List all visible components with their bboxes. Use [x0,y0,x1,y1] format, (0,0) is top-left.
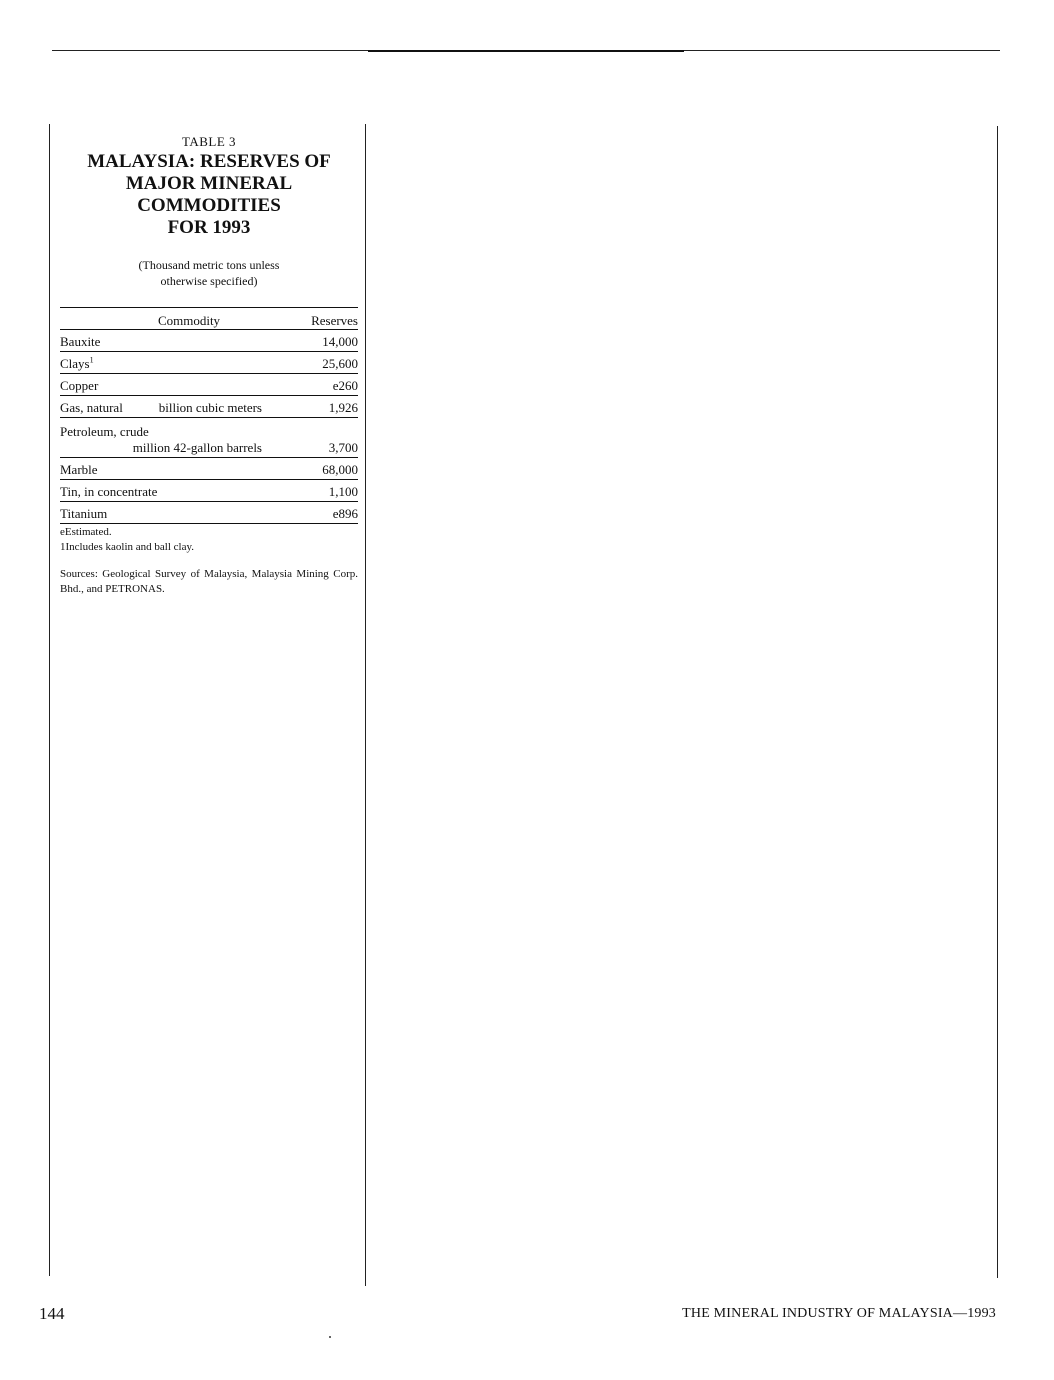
table-title-line: MAJOR MINERAL COMMODITIES [125,173,293,216]
column-rule-right [997,126,998,1278]
reserves-table [60,307,358,524]
commodity-cell [60,424,288,456]
commodity-name: Petroleum, crude [60,424,149,439]
commodity-name [60,356,94,372]
commodity-name: Copper [60,378,99,393]
commodity-name: Bauxite [60,334,101,349]
reserves-value: 1,926 [328,400,358,415]
reserves-value: 25,600 [322,356,358,371]
commodity-name: Titanium [60,506,108,521]
table-units [84,257,334,289]
reserves-value: e260 [332,378,358,393]
commodity-unit: billion cubic meters [158,400,262,415]
reserves-value: e896 [332,506,358,521]
table-units-line: otherwise specified) [160,274,258,288]
table-row [60,480,358,502]
table-title [60,151,358,239]
column-header-commodity: Commodity [157,313,221,328]
commodity-name: Tin, in concentrate [60,484,158,499]
column-rule-left [49,124,50,1276]
commodity-name: Marble [60,462,98,477]
column-rule-middle [365,124,366,1286]
commodity-unit: million 42-gallon barrels [132,440,262,455]
column-header-reserves: Reserves [311,313,358,328]
top-rule-accent [368,50,684,52]
table-row [60,374,358,396]
commodity-name-text: Clays [60,356,90,371]
reserves-value: 14,000 [322,334,358,349]
table-row [60,352,358,374]
reserves-value: 1,100 [328,484,358,499]
running-footer: THE MINERAL INDUSTRY OF MALAYSIA—1993 [682,1306,996,1321]
table-row [60,502,358,523]
table-units-line: (Thousand metric tons unless [138,258,280,272]
commodity-name: Gas, natural [60,400,123,415]
footnote-1: 1Includes kaolin and ball clay. [60,541,194,553]
table-header [60,308,358,330]
table-row [60,396,358,418]
footnote-estimated: eEstimated. [60,526,112,538]
page-number: 144 [39,1304,65,1323]
table-row [60,330,358,352]
table-row [60,458,358,480]
table-number: TABLE 3 [181,134,237,149]
reserves-value: 3,700 [328,440,358,455]
table-sources: Sources: Geological Survey of Malaysia, Malaysia Mining Corp. Bhd., and PETRONAS. [60,568,358,595]
scan-speck [329,1336,331,1338]
footnote-marker: 1 [89,355,94,365]
reserves-value: 68,000 [322,462,358,477]
table-footnotes [60,525,358,555]
table-title-line: MALAYSIA: RESERVES OF [87,151,331,172]
table-title-line: FOR 1993 [167,217,251,238]
table-row [60,418,358,458]
table-block [60,134,358,597]
